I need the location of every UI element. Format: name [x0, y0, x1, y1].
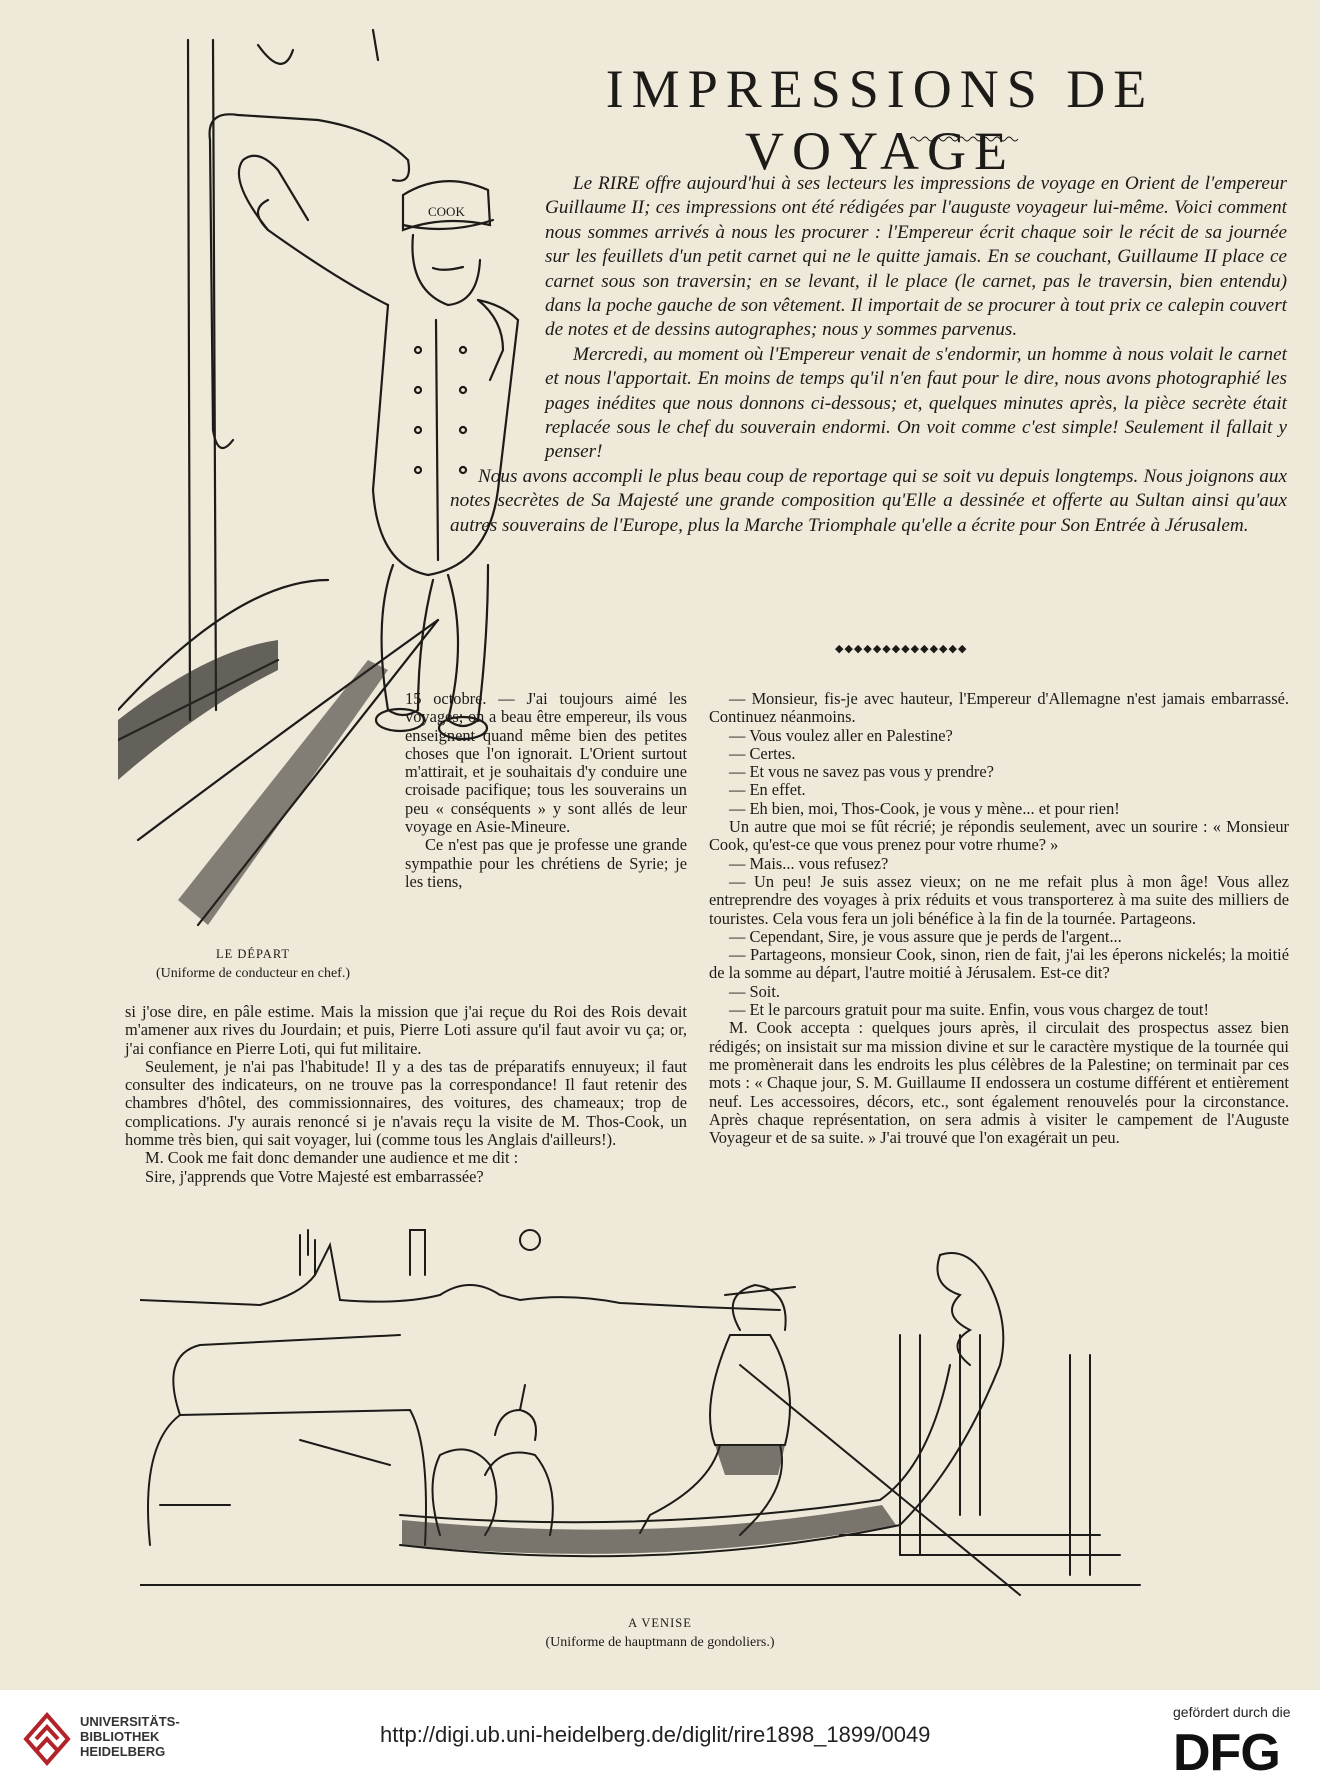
dialogue-line: — Eh bien, moi, Thos-Cook, je vous y mène... et pour rien!: [729, 798, 1120, 818]
university-name-line: BIBLIOTHEK: [80, 1729, 160, 1744]
paragraph-15-octobre: 15 octobre. — J'ai toujours aimé les voyages; on a beau être empereur, ils vous enseignent quand même bien des petites choses que l'on ignorait. L'Orient surtout m'attirait, et je souhaitais d'y conduire une croisade pacifique; tous les souverains un peu « conséquents » y sont allés de leur voyage en Asie-Mineure.: [405, 689, 687, 837]
dialogue-line: — Un peu! Je suis assez vieux; on ne me refait plus à mon âge! Vous allez entreprendre des voyages à prix réduits et vous transporterez à ma suite des milliers de touristes. Cela vous fera un joli bénéfice à la fin de la tournée. Partageons.: [709, 871, 1289, 928]
cap-label: COOK: [428, 204, 465, 219]
university-name-line: HEIDELBERG: [80, 1744, 166, 1759]
permalink-url[interactable]: http://digi.ub.uni-heidelberg.de/diglit/rire1898_1899/0049: [380, 1722, 931, 1747]
article-intro: [450, 172, 1287, 538]
article-title: IMPRESSIONS DE VOYAGE: [605, 59, 1155, 181]
intro-paragraph-3: Nous avons accompli le plus beau coup de reportage qui se soit vu depuis longtemps. Nous joignons aux notes secrètes de Sa Majesté une grande composition qu'Elle a dessinée et offerte au Sultan ainsi qu'aux autres souverains de l'Europe, plus la Marche Triomphale qu'elle a écrite pour Son Entrée à Jérusalem.: [450, 465, 1287, 536]
caption-le-depart-title: LE DÉPART: [215, 947, 291, 961]
dialogue-line: — Monsieur, fis-je avec hauteur, l'Empereur d'Allemagne n'est jamais embarrassé. Continuez néanmoins.: [709, 689, 1289, 727]
paragraph-sire: Sire, j'apprends que Votre Majesté est embarrassée?: [145, 1166, 484, 1186]
caption-a-venise-subtitle: (Uniforme de hauptmann de gondoliers.): [545, 1635, 775, 1650]
dialogue-line: Un autre que moi se fût récrié; je répondis seulement, avec un sourire : « Monsieur Cook, qu'est-ce que vous prenez pour votre rhume? »: [709, 817, 1289, 855]
dialogue-line: — Et le parcours gratuit pour ma suite. Enfin, vous vous chargez de tout!: [729, 1000, 1209, 1020]
dialogue-line: — Partageons, monsieur Cook, sinon, rien de fait, j'ai les éperons nickelés; la moitié de la somme au départ, l'autre moitié à Jérusalem. Est-ce dit?: [709, 945, 1289, 983]
right-column: [709, 690, 1289, 1147]
dialogue-line: — Soit.: [729, 981, 781, 1001]
left-column-top: [405, 690, 687, 891]
intro-paragraph-2: Mercredi, au moment où l'Empereur venait de s'endormir, un homme à nous volait le carnet et nous l'apportait. En moins de temps qu'il n'en faut pour le dire, nous avons photographié les pages inédites que nous donnons ci-dessous; et, quelques minutes après, la pièce secrète était replacée sous le chef du souverain endormi. On voit comme c'est simple! Seulement il fallait y penser!: [545, 343, 1287, 463]
university-name-line: UNIVERSITÄTS-: [80, 1714, 180, 1729]
dialogue-line: — Cependant, Sire, je vous assure que je perds de l'argent...: [729, 926, 1122, 946]
dialogue-line: — En effet.: [729, 780, 806, 800]
section-ornament: ◆◆◆◆◆◆◆◆◆◆◆◆◆◆: [835, 642, 968, 655]
paragraph-cook-accepta: M. Cook accepta : quelques jours après, il circulait des prospectus assez bien rédigés; on insistait sur ma mission divine et sur le caractère mystique de la tournée qui me promènerait dans les endroits les plus célèbres de la Palestine; on terminait par ces mots : « Chaque jour, S. M. Guillaume II endossera un costume différent et entièrement neuf. Les accessoires, décors, etc., sont également renouvelés pour la circonstance. Après chaque représentation, on sera admis à visiter le campement de l'Auguste Voyageur et de sa suite. » J'ai trouvé que l'on exagérait un peu.: [709, 1018, 1289, 1148]
dialogue-line: — Vous voulez aller en Palestine?: [729, 725, 953, 745]
caption-a-venise: [420, 1614, 900, 1652]
caption-a-venise-title: A VENISE: [628, 1616, 692, 1630]
dialogue-line: — Certes.: [729, 743, 796, 763]
viewer-footer: [0, 1690, 1320, 1790]
university-name[interactable]: [80, 1714, 180, 1759]
illustration-a-venise: [140, 1215, 1160, 1605]
paragraph-seulement: Seulement, je n'ai pas l'habitude! Il y a des tas de préparatifs ennuyeux; il faut consulter des indicateurs, on ne trouve pas la correspondance! Il faut retenir des chambres d'hôtel, des commissionnaires, des voitures, des chameaux; trop de complications. J'y aurais renoncé si je n'avais reçu la visite de M. Thos-Cook, un homme très bien, qui sait voyager, lui (comme tous les Anglais d'ailleurs!).: [125, 1056, 687, 1150]
title-divider-icon: [910, 134, 1020, 144]
paragraph-pale-estime: si j'ose dire, en pâle estime. Mais la mission que j'ai reçue du Roi des Rois devait m'amener aux rives du Jourdain; et puis, Pierre Loti assure qu'il faut avoir vu ça; or, j'ai confiance en Pierre Loti, qui fut militaire.: [125, 1002, 687, 1058]
dialogue-line: — Et vous ne savez pas vous y prendre?: [729, 762, 994, 782]
paragraph-cook-audience: M. Cook me fait donc demander une audience et me dit :: [145, 1148, 519, 1168]
university-logo-icon[interactable]: [22, 1711, 72, 1767]
caption-le-depart: [118, 945, 388, 983]
dfg-logo[interactable]: DFG: [1173, 1724, 1280, 1782]
intro-paragraph-1: Le RIRE offre aujourd'hui à ses lecteurs les impressions de voyage en Orient de l'empereur Guillaume II; ces impressions ont été rédigées par l'auguste voyageur lui-même. Voici comment nous sommes arrivés à nous les procurer : l'Empereur écrit chaque soir le récit de sa journée sur les feuillets d'un petit carnet qui ne le quitte jamais. En se couchant, Guillaume II place ce carnet sous son traversin; en se levant, il le place (le carnet, pas le traversin, bien entendu) dans la poche gauche de son vêtement. Il importait de se procurer à tout prix ce calepin couvert de notes et de dessins autographes; nous y sommes parvenus.: [545, 173, 1287, 341]
caption-le-depart-subtitle: (Uniforme de conducteur en chef.): [156, 966, 350, 981]
funding-label: gefördert durch die: [1173, 1704, 1291, 1720]
left-column-bottom: [125, 1003, 687, 1186]
paragraph-sympathie: Ce n'est pas que je professe une grande sympathie pour les chrétiens de Syrie; je les tiens,: [405, 835, 687, 891]
dialogue-line: — Mais... vous refusez?: [729, 853, 889, 873]
